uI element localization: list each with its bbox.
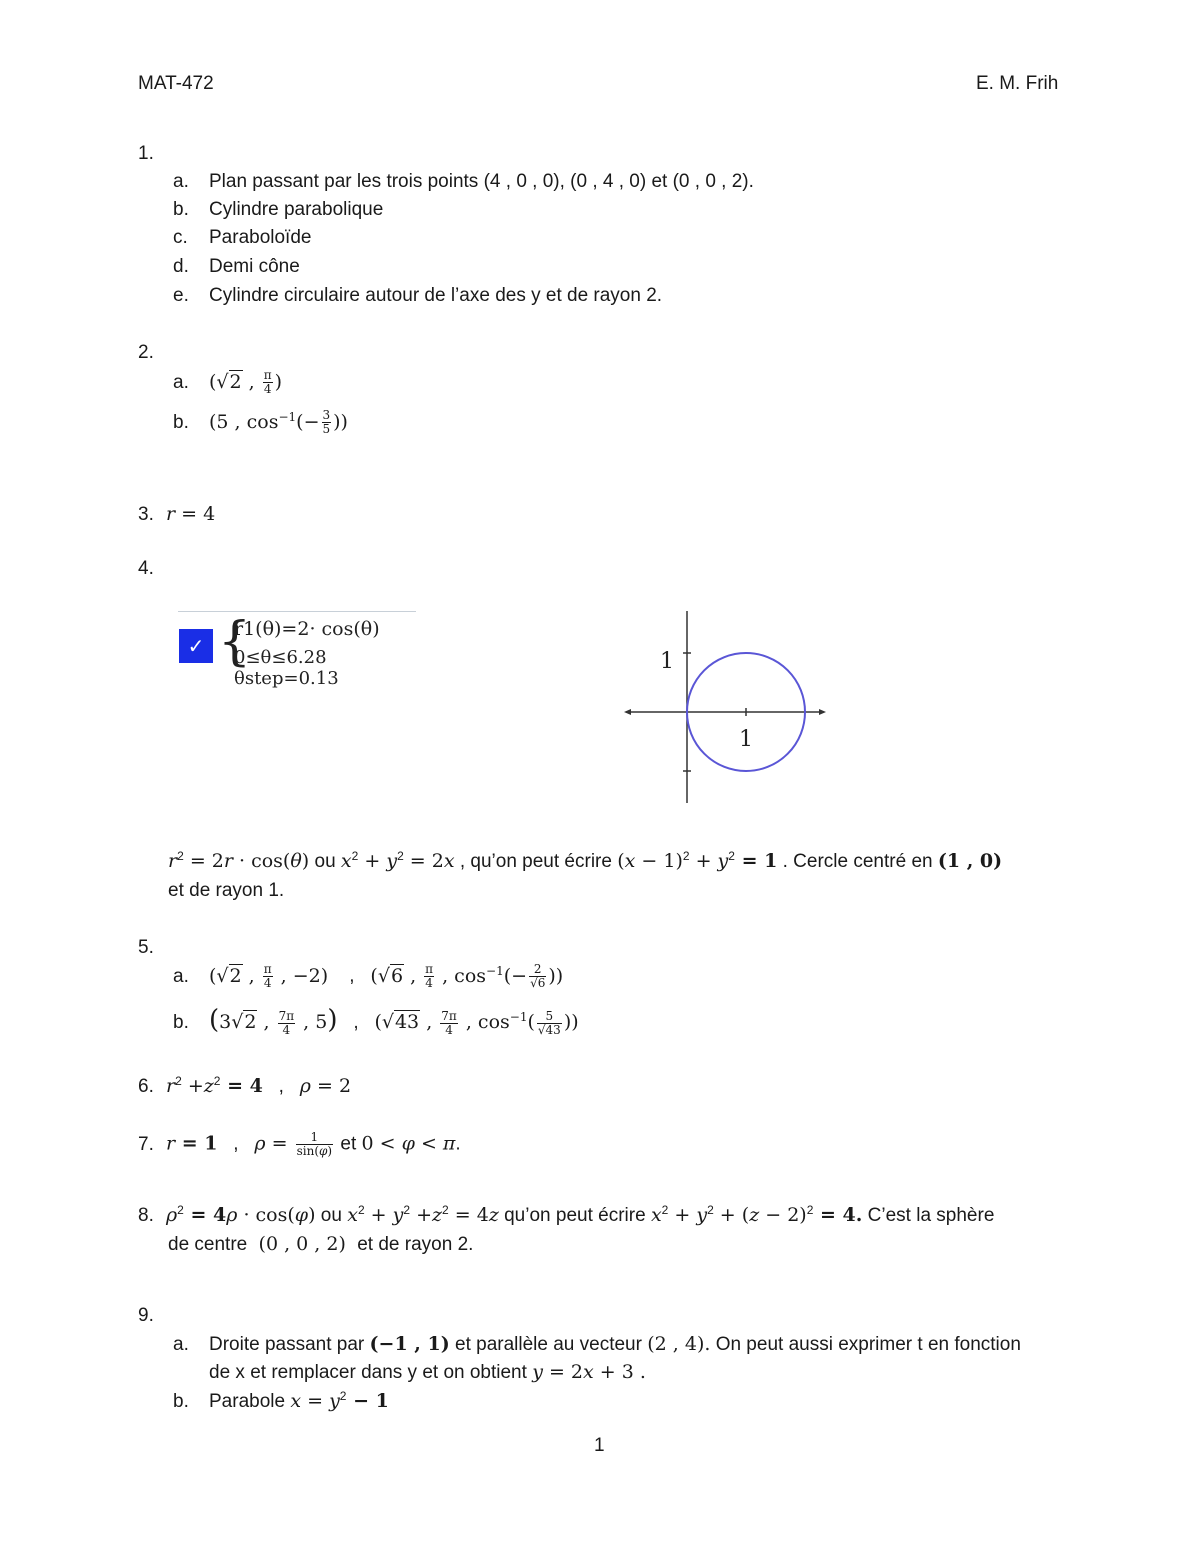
q4-number: 4. (138, 558, 154, 579)
q4-explanation-line1: $r^2 = 2r \cdot \cos(\theta)$ ou $x^2 + y^2 = 2x$ , qu’on peut écrire $(x - 1)^2 + y^2 = 1$ . Cercle centré en (1 , 0) (168, 849, 1003, 872)
x-axis-label: 1 (739, 727, 753, 752)
q5-item-a: a. (√2 , $\frac{\pi}{4}$ , −2) , (√6 , $\frac{\pi}{4}$ , $\cos^{-1}(-$ $\frac{2}{√6}$ )) (173, 962, 564, 990)
page-number: 1 (594, 1435, 605, 1456)
q4-explanation-line2: et de rayon 1. (168, 880, 285, 901)
q1-a-text: Plan passant par les trois points (4 , 0 , 0), (0 , 4 , 0) et (0 , 0 , 2). (209, 171, 754, 192)
calculator-entry-panel (178, 611, 416, 689)
q1-item-e: e. Cylindre circulaire autour de l’axe des y et de rayon 2. (173, 285, 663, 306)
x-axis-arrow-right (819, 709, 826, 715)
q1-item-d: d. Demi cône (173, 256, 300, 277)
q1-item-a: a. Plan passant par les trois points (4 , 0 , 0), (0 , 4 , 0) et (0 , 0 , 2). (173, 171, 754, 192)
q1-number: 1. (138, 143, 154, 164)
q5-number: 5. (138, 937, 154, 958)
q9-number: 9. (138, 1305, 154, 1326)
q6-answer: 6. $r^2 +z^2 = 4$ , ρ = 2 (138, 1074, 352, 1097)
q8-answer-line1: 8. $\rho^2 = 4\rho \cdot \cos(\varphi)$ ou $x^2 + y^2 +z^2 = 4z$ qu’on peut écrire $x^2 + y^2 + (z - 2)^2 = 4$. C’est la sphère (138, 1203, 995, 1226)
q1-item-b: b. Cylindre parabolique (173, 199, 384, 220)
x-axis-arrow-left (624, 709, 631, 715)
q5-item-b: b. (3√2 , $\frac{7\pi}{4}$ , 5) , (√43 , $\frac{7\pi}{4}$ , $\cos^{-1}$( $\frac{5}{√43}$ )) (173, 1005, 579, 1037)
q9-item-a-line2: de x et remplacer dans y et on obtient y = 2x + 3 . (209, 1361, 646, 1383)
polar-graph (620, 605, 830, 810)
brace-symbol: { (218, 612, 252, 672)
q3-answer: 3. r = 4 (138, 503, 216, 525)
q7-answer: 7. r = 1 , ρ = $\frac{1}{\sin(\varphi)}$ et 0 < φ < π. (138, 1130, 461, 1158)
q9-item-a-line1: a. Droite passant par (−1 , 1) et parallèle au vecteur (2 , 4). On peut aussi exprimer t en fonction (173, 1333, 1021, 1355)
q2-item-b: b. (5 , $\cos^{-1}(-$ $\frac{3}{5}$ )) (173, 408, 348, 436)
q9-item-b: b. Parabole $x = y^2 - 1$ (173, 1389, 389, 1412)
q2-item-a: a. (√2 , $\frac{\pi}{4}$ ) (173, 368, 283, 396)
y-axis-label: 1 (660, 649, 674, 674)
course-code: MAT-472 (138, 73, 214, 94)
calc-domain-line: 0≤θ≤6.28 θstep=0.13 (234, 647, 339, 689)
checkbox-icon[interactable]: ✓ (179, 629, 213, 663)
q2-number: 2. (138, 342, 154, 363)
author-name: E. M. Frih (976, 73, 1059, 94)
q1-item-c: c. Paraboloïde (173, 227, 312, 248)
calc-function-line: r1(θ)=2· cos(θ) (234, 618, 380, 640)
q8-answer-line2: de centre (0 , 0 , 2) et de rayon 2. (168, 1233, 474, 1255)
